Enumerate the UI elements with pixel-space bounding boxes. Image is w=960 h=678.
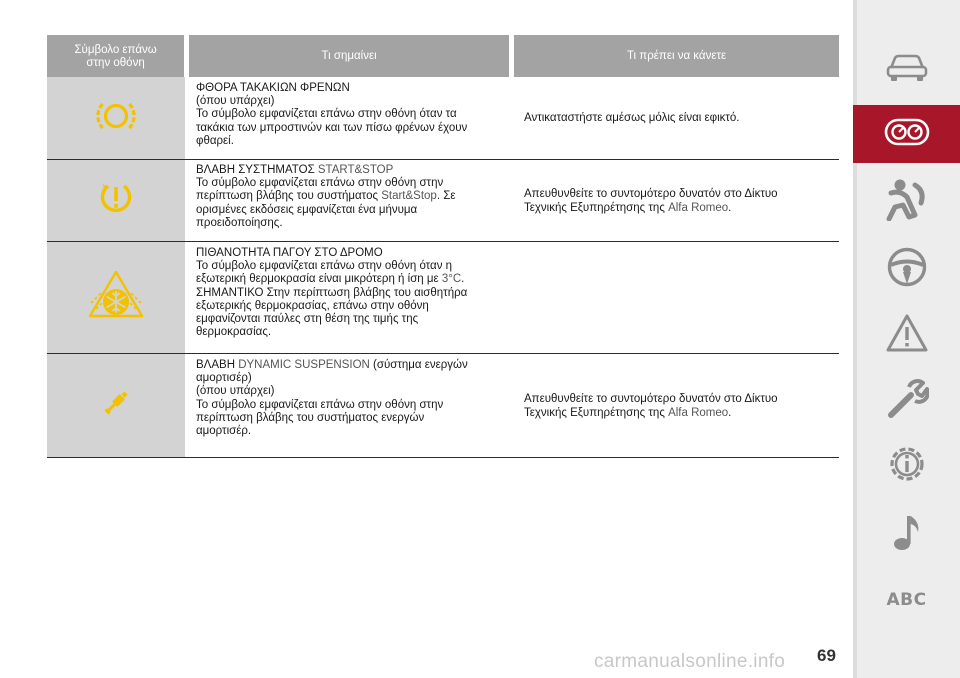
table-header xyxy=(47,35,839,77)
action-cell: Αντικαταστήστε αμέσως μόλις είναι εφικτό. xyxy=(524,112,740,124)
car-icon xyxy=(885,52,929,87)
table-row xyxy=(47,354,839,458)
symbol-cell xyxy=(47,77,185,159)
dynamic-suspension-fault-icon xyxy=(101,388,131,423)
symbol-cell xyxy=(47,160,185,241)
meaning-cell: ΒΛΑΒΗ ΣΥΣΤΗΜΑΤΟΣ START&STOP Το σύμβολο εμφανίζεται επάνω στην οθόνη στην περίπτωση βλάβης του συστήματος Start&Stop. Σε ορισμένες εκδόσεις εμφανίζεται ένα μήνυμα προειδοποίησης. xyxy=(196,164,456,229)
watermark: carmanualsonline.info xyxy=(594,651,786,672)
sidebar-item-technical-data[interactable] xyxy=(853,437,960,495)
info-gear-icon xyxy=(885,442,929,491)
table-row xyxy=(47,77,839,160)
symbol-cell xyxy=(47,242,185,353)
sidebar-item-multimedia[interactable] xyxy=(853,505,960,563)
warning-lights-table xyxy=(47,35,839,458)
page-number: 69 xyxy=(817,646,836,665)
action-cell: Απευθυνθείτε το συντομότερο δυνατόν στο Δίκτυο Τεχνικής Εξυπηρέτησης της Alfa Romeo. xyxy=(524,392,778,419)
ice-warning-icon xyxy=(87,268,145,327)
safety-icon xyxy=(885,177,929,226)
sidebar-item-car[interactable] xyxy=(853,40,960,98)
sidebar-item-service[interactable] xyxy=(853,372,960,430)
sidebar-item-safety[interactable] xyxy=(853,172,960,230)
header-meaning: Τι σημαίνει xyxy=(321,49,377,62)
start-stop-fault-icon xyxy=(99,180,133,221)
meaning-cell: ΒΛΑΒΗ DYNAMIC SUSPENSION (σύστημα ενεργών αμορτισέρ) (όπου υπάρχει) Το σύμβολο εμφανίζεται επάνω στην οθόνη στην περίπτωση βλάβης του συστήματος ενεργών αμορτισέρ. xyxy=(196,359,468,438)
meaning-cell: ΦΘΟΡΑ ΤΑΚΑΚΙΩΝ ΦΡΕΝΩΝ (όπου υπάρχει) Το σύμβολο εμφανίζεται επάνω στην οθόνη όταν τα τακάκια των μπροστινών και των πίσω φρένων έχουν φθαρεί. xyxy=(196,82,468,147)
table-row xyxy=(47,242,839,354)
sidebar-item-dashboard[interactable] xyxy=(853,105,960,163)
sidebar-item-warning[interactable] xyxy=(853,306,960,364)
warning-triangle-icon xyxy=(885,313,929,358)
sidebar-item-index[interactable] xyxy=(853,571,960,629)
action-cell xyxy=(512,242,839,353)
header-action: Τι πρέπει να κάνετε xyxy=(626,49,727,62)
chapter-sidebar xyxy=(853,0,960,678)
steering-wheel-icon xyxy=(886,246,928,293)
brake-pad-wear-icon xyxy=(94,96,138,141)
wrench-icon xyxy=(885,377,929,426)
dashboard-icon xyxy=(884,118,930,151)
music-note-icon xyxy=(890,512,924,557)
action-cell: Απευθυνθείτε το συντομότερο δυνατόν στο Δίκτυο Τεχνικής Εξυπηρέτησης της Alfa Romeo. xyxy=(524,187,778,214)
sidebar-item-steering[interactable] xyxy=(853,240,960,298)
table-row xyxy=(47,160,839,242)
index-label: ABC xyxy=(886,590,927,610)
header-symbol: Σύμβολο επάνω στην οθόνη xyxy=(74,44,157,69)
meaning-cell: ΠΙΘΑΝΟΤΗΤΑ ΠΑΓΟΥ ΣΤΟ ΔΡΟΜΟ Το σύμβολο εμφανίζεται επάνω στην οθόνη όταν η εξωτερική θερμοκρασία είναι μικρότερη ή ίση με 3°C. ΣΗΜΑΝΤΙΚΟ Στην περίπτωση βλάβης του αισθητήρα εξωτερικής θερμοκρασίας, επάνω στην οθόνη εμφανίζονται παύλες στη θέση της τιμής της θερμοκρασίας. xyxy=(196,247,468,339)
symbol-cell xyxy=(47,354,185,457)
